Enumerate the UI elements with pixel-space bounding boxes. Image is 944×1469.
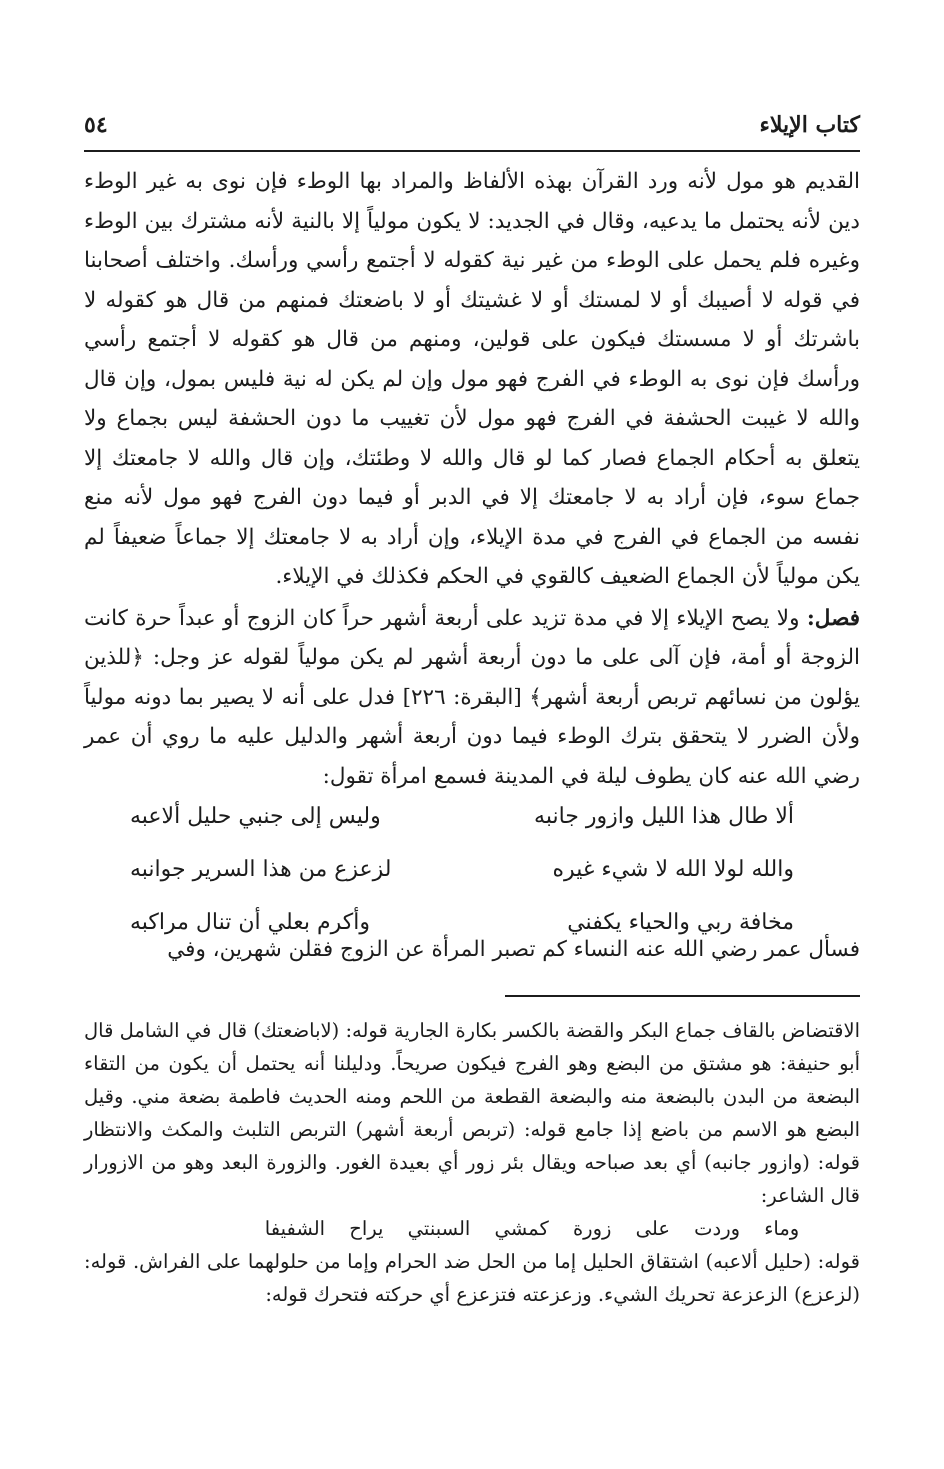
running-title: كتاب الإيلاء <box>759 112 860 138</box>
verse-second-hemistich: وأكرم بعلي أن تنال مراكبه <box>130 910 370 935</box>
verse-second-hemistich: وليس إلى جنبي حليل ألاعبه <box>130 804 381 829</box>
footnote-rule <box>505 995 860 997</box>
poem-verse <box>130 843 794 896</box>
verse-first-hemistich: مخافة ربي والحياء يكفني <box>567 910 794 935</box>
page-number: ٥٤ <box>84 112 108 138</box>
main-text <box>84 162 860 796</box>
footnote-paragraph-1: الاقتضاض بالقاف جماع البكر والقضة بالكسر بكارة الجارية قوله: (لاباضعتك) قال في الشامل قال أبو حنيفة: هو مشتق من البضع وهو الفرج فيكون صريحاً. ودليلنا أنه يحتمل أن يكون من التقاء البضعة من البدن بالبضعة منه والبضعة القطعة من اللحم ومنه الحديث فاطمة بضعة مني. وقيل البضع هو الاسم من باضع إذا جامع قوله: (تربص أربعة أشهر) التربص التلبث والمكث والانتظار قوله: (وازور جانبه) أي بعد صباحه ويقال بئر زور أي بعيدة الغور. والزورة البعد وهو من الازورار قال الشاعر: <box>84 1019 860 1207</box>
paragraph-2 <box>84 599 860 797</box>
verse-first-hemistich: ألا طال هذا الليل وازور جانبه <box>534 804 794 829</box>
verse-first-hemistich: والله لولا الله لا شيء غيره <box>552 857 794 882</box>
verse-second-hemistich: لزعزع من هذا السرير جوانبه <box>130 857 392 882</box>
header-rule <box>84 150 860 152</box>
poem-verse <box>130 790 794 843</box>
post-poem-line: فسأل عمر رضي الله عنه النساء كم تصبر المرأة عن الزوج فقلن شهرين، وفي <box>167 937 860 962</box>
footnotes <box>84 1014 860 1311</box>
page-header <box>84 112 860 150</box>
section-lead: فصل: <box>806 605 861 631</box>
footnote-paragraph-2: قوله: (حليل ألاعبه) اشتقاق الحليل إما من الحل ضد الحرام وإما من حلولهما على الفراش. قوله: (لزعزع) الزعزعة تحريك الشيء. وزعزعته فتزعزع أي حركته فتحرك قوله: <box>84 1250 860 1306</box>
poem <box>130 790 794 949</box>
paragraph-2-text: ولا يصح الإيلاء إلا في مدة تزيد على أربعة أشهر حراً كان الزوج أو عبداً حرة كانت الزوجة أو أمة، فإن آلى على ما دون أربعة أشهر لم يكن مولياً لقوله عز وجل: ﴿للذين يؤلون من نسائهم تربص أربعة أشهر﴾ [البقرة: ٢٢٦] فدل على أنه لا يصير بما دونه مولياً ولأن الضرر لا يتحقق بترك الوطء فيما دون أربعة أشهر والدليل عليه ما روي أن عمر رضي الله عنه كان يطوف ليلة في المدينة فسمع امرأة تقول: <box>84 605 861 789</box>
paragraph-1: القديم هو مول لأنه ورد القرآن بهذه الألفاظ والمراد بها الوطء فإن نوى به غير الوطء دين لأنه يحتمل ما يدعيه، وقال في الجديد: لا يكون مولياً إلا بالنية لأنه مشترك بين الوطء وغيره فلم يحمل على الوطء من غير نية كقوله لا أجتمع رأسي ورأسك. واختلف أصحابنا في قوله لا أصيبك أو لا لمستك أو لا غشيتك أو لا باضعتك فمنهم من قال هو كقوله لا باشرتك أو لا مسستك فيكون على قولين، ومنهم من قال هو كقوله لا أجتمع رأسي ورأسك فإن نوى به الوطء في الفرج فهو مول وإن لم يكن له نية فليس بمول، وإن قال والله لا غيبت الحشفة في الفرج فهو مول لأن تغييب ما دون الحشفة ليس بجماع ولا يتعلق به أحكام الجماع فصار كما لو قال والله لا وطئتك، وإن قال والله لا جامعتك إلا جماع سوء، فإن أراد به لا جامعتك إلا في الدبر أو فيما دون الفرج فهو مول لأنه منع نفسه من الجماع في الفرج في مدة الإيلاء، وإن أراد به لا جامعتك إلا جماعاً ضعيفاً لم يكن مولياً لأن الجماع الضعيف كالقوي في الحكم فكذلك في الإيلاء. <box>84 169 860 589</box>
footnote-verse: وماء وردت على زورة كمشي السبنتي يراح الشفيفا <box>264 1217 800 1240</box>
